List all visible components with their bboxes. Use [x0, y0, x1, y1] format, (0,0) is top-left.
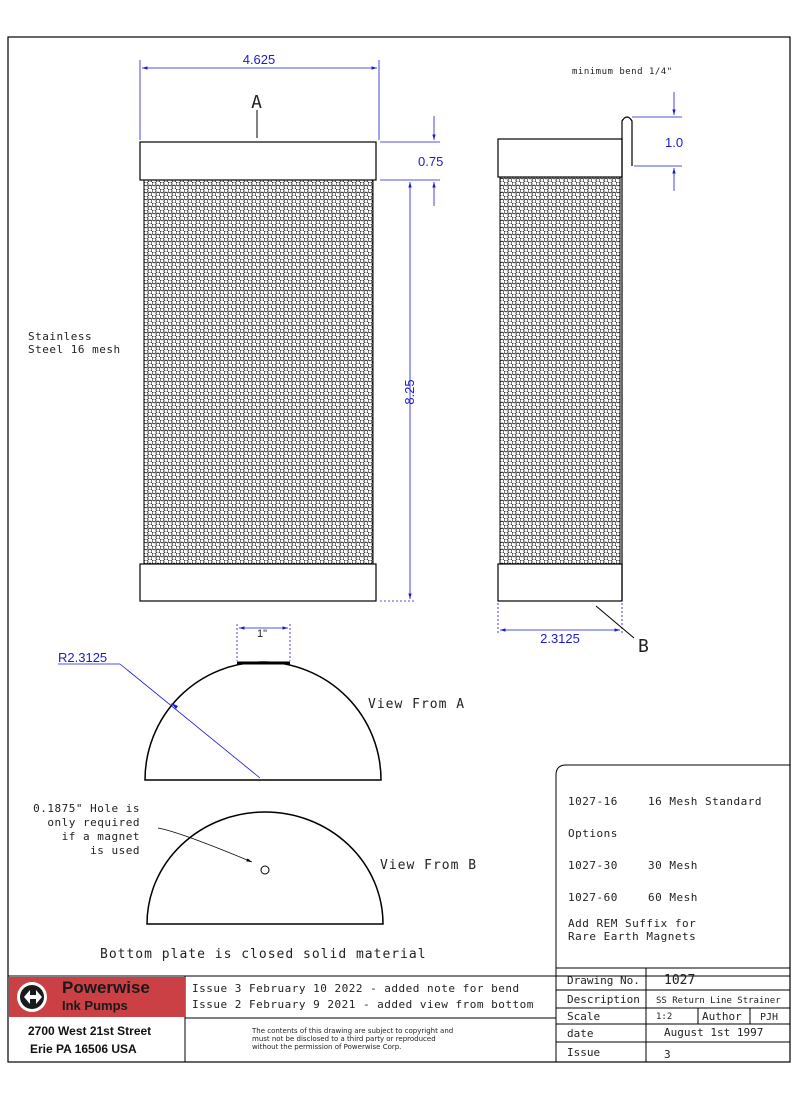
hole-note-line3: if a magnet	[61, 830, 140, 843]
view-b-marker	[596, 606, 650, 657]
scale-label: Scale	[567, 1010, 601, 1023]
author-value: PJH	[760, 1012, 779, 1023]
suffix-note-line2: Rare Earth Magnets	[568, 930, 697, 943]
logo-icon	[17, 982, 47, 1012]
side-bottom-cap	[498, 564, 622, 601]
options-heading: Options	[568, 827, 618, 840]
revision-1: Issue 3 February 10 2022 - added note for bend	[192, 982, 520, 995]
cap-height-dimension	[380, 116, 443, 206]
copyright-line1: The contents of this drawing are subject to copyright and	[252, 1027, 454, 1035]
option1-code: 1027-30	[568, 859, 618, 872]
view-from-a-label: View From A	[368, 697, 466, 712]
half-disc-a	[145, 662, 381, 780]
date-value: August 1st 1997	[664, 1026, 764, 1039]
magnet-hole	[261, 866, 269, 874]
suffix-note-line1: Add REM Suffix for	[568, 917, 697, 930]
mesh-note-line2: Steel 16 mesh	[28, 343, 121, 356]
company-name: Powerwise	[62, 978, 150, 997]
option2-desc: 60 Mesh	[648, 891, 698, 904]
cap-height-value: 0.75	[418, 154, 444, 169]
hole-note-line1: 0.1875" Hole is	[33, 802, 140, 815]
description-label: Description	[567, 993, 640, 1006]
author-label: Author	[702, 1010, 742, 1023]
height-value: 8.25	[402, 379, 417, 405]
company-subname: Ink Pumps	[62, 998, 128, 1013]
bend-height-dimension	[632, 92, 683, 191]
issue-value: 3	[664, 1048, 671, 1061]
description-value: SS Return Line Strainer	[656, 996, 781, 1006]
front-top-cap	[140, 142, 376, 180]
side-width-value: 2.3125	[540, 631, 580, 646]
copyright-line3: without the permission of Powerwise Corp.	[252, 1043, 402, 1051]
drawing-no-value: 1027	[664, 973, 696, 988]
copyright-line2: must not be disclosed to a third party or reproduced	[252, 1035, 436, 1043]
side-width-dimension	[498, 603, 622, 646]
bottom-plate-note: Bottom plate is closed solid material	[100, 947, 427, 962]
view-a-marker	[251, 92, 263, 138]
view-from-a-drawing	[58, 624, 381, 780]
side-top-cap	[498, 139, 622, 177]
front-view	[140, 142, 376, 601]
hole-note-line4: is used	[90, 844, 140, 857]
bend-note: minimum bend 1/4"	[572, 67, 673, 77]
revision-2: Issue 2 February 9 2021 - added view from bottom	[192, 998, 534, 1011]
company-address-line1: 2700 West 21st Street	[28, 1024, 152, 1038]
date-label: date	[567, 1027, 594, 1040]
option1-desc: 30 Mesh	[648, 859, 698, 872]
mesh-note-line1: Stainless	[28, 330, 93, 343]
company-address-line2: Erie PA 16506 USA	[30, 1042, 137, 1056]
sheet-border	[8, 37, 790, 1062]
bend-tab	[622, 117, 632, 601]
side-mesh	[500, 177, 620, 564]
bend-height-value: 1.0	[665, 135, 684, 150]
view-from-b-drawing	[147, 812, 383, 924]
drawing-no-label: Drawing No.	[567, 974, 640, 987]
standard-desc: 16 Mesh Standard	[648, 795, 762, 808]
height-dimension	[380, 182, 417, 601]
hole-note-line2: only required	[47, 816, 140, 829]
issue-label: Issue	[567, 1046, 601, 1059]
options-panel	[556, 765, 790, 970]
option2-code: 1027-60	[568, 891, 618, 904]
width-value: 4.625	[242, 52, 276, 67]
view-a-letter: A	[251, 92, 263, 113]
side-view	[498, 117, 632, 601]
view-from-b-label: View From B	[380, 858, 478, 873]
scale-value: 1:2	[656, 1012, 673, 1022]
slot-width-value: 1"	[256, 628, 268, 640]
view-b-letter: B	[638, 636, 650, 657]
front-mesh	[144, 180, 373, 564]
standard-code: 1027-16	[568, 795, 618, 808]
radius-value: R2.3125	[58, 650, 108, 665]
front-bottom-cap	[140, 564, 376, 601]
company-logo-block	[9, 977, 185, 1056]
